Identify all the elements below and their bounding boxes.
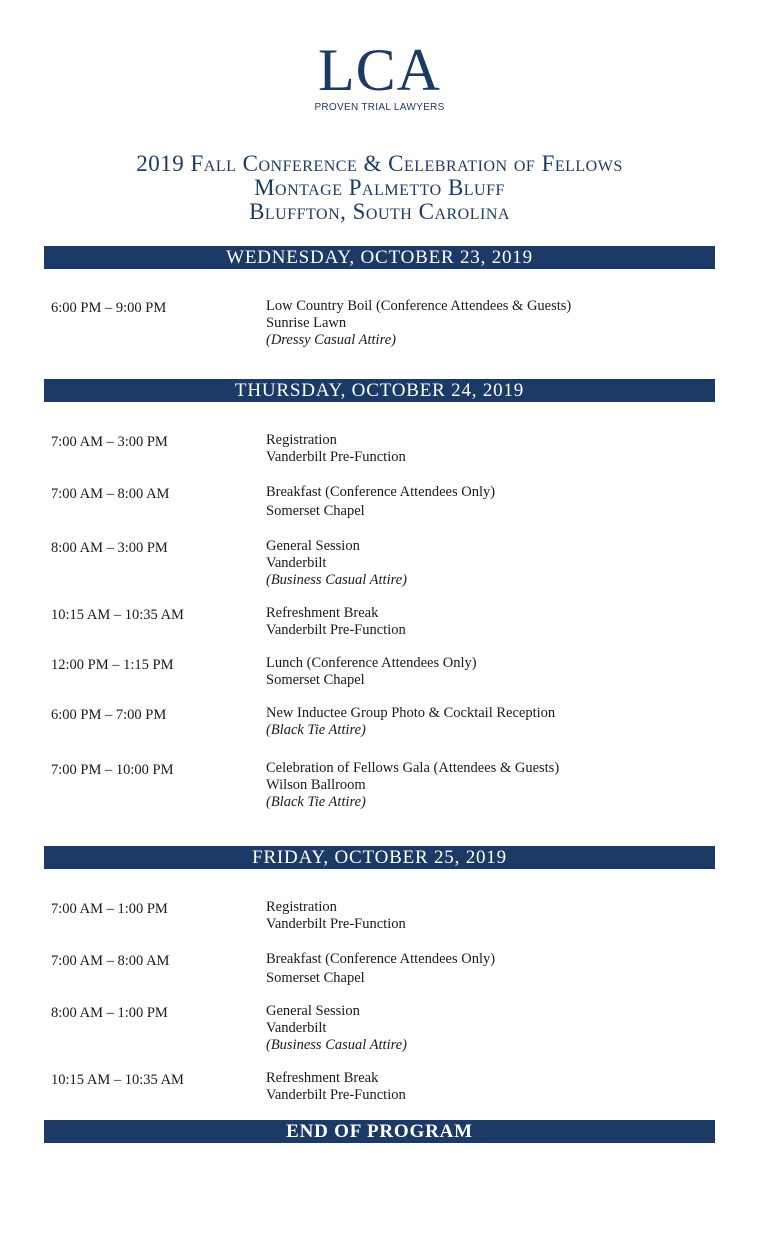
event-time: 10:15 AM – 10:35 AM	[51, 607, 184, 623]
logo-tagline: PROVEN TRIAL LAWYERS	[314, 102, 445, 113]
event-location: Sunrise Lawn	[266, 315, 347, 331]
event-title: Lunch (Conference Attendees Only)	[266, 655, 477, 671]
event-location: Vanderbilt Pre-Function	[266, 916, 406, 932]
event-time: 10:15 AM – 10:35 AM	[51, 1072, 184, 1088]
event-title: Breakfast (Conference Attendees Only)	[266, 484, 496, 500]
event-location: Vanderbilt Pre-Function	[266, 622, 406, 638]
conference-titles	[0, 152, 759, 224]
logo-mark: LCA	[318, 37, 441, 103]
event-title: Registration	[266, 432, 337, 448]
event-location: Somerset Chapel	[266, 672, 365, 688]
event-location: Somerset Chapel	[266, 503, 365, 519]
venue-location: Bluffton, South Carolina	[249, 199, 510, 224]
event-title: Registration	[266, 899, 337, 915]
logo	[0, 37, 759, 113]
event-time: 7:00 AM – 8:00 AM	[51, 953, 170, 969]
event-time: 6:00 PM – 9:00 PM	[51, 300, 167, 316]
event-time: 6:00 PM – 7:00 PM	[51, 707, 167, 723]
event-location: Vanderbilt	[266, 555, 327, 571]
event-attire: (Black Tie Attire)	[266, 722, 366, 738]
event-time: 7:00 PM – 10:00 PM	[51, 762, 174, 778]
event-title: Celebration of Fellows Gala (Attendees & Guests)	[266, 760, 560, 776]
event-attire: (Black Tie Attire)	[266, 794, 366, 810]
event-location: Vanderbilt Pre-Function	[266, 1087, 406, 1103]
day-header-thursday: THURSDAY, OCTOBER 24, 2019	[44, 379, 715, 402]
conference-title: 2019 Fall Conference & Celebration of Fellows	[136, 151, 623, 176]
event-attire: (Dressy Casual Attire)	[266, 332, 396, 348]
event-location: Vanderbilt	[266, 1020, 327, 1036]
event-title: Refreshment Break	[266, 605, 379, 621]
event-attire: (Business Casual Attire)	[266, 572, 407, 588]
event-title: Breakfast (Conference Attendees Only)	[266, 951, 496, 967]
event-title: New Inductee Group Photo & Cocktail Reception	[266, 705, 556, 721]
day-header-friday: FRIDAY, OCTOBER 25, 2019	[44, 846, 715, 869]
event-time: 7:00 AM – 8:00 AM	[51, 486, 170, 502]
venue-name: Montage Palmetto Bluff	[254, 175, 505, 200]
event-time: 8:00 AM – 1:00 PM	[51, 1005, 168, 1021]
event-time: 12:00 PM – 1:15 PM	[51, 657, 174, 673]
end-of-program-banner: END OF PROGRAM	[44, 1120, 715, 1143]
event-location: Wilson Ballroom	[266, 777, 366, 793]
event-attire: (Business Casual Attire)	[266, 1037, 407, 1053]
event-time: 7:00 AM – 3:00 PM	[51, 434, 168, 450]
event-time: 8:00 AM – 3:00 PM	[51, 540, 168, 556]
event-title: Refreshment Break	[266, 1070, 379, 1086]
event-title: General Session	[266, 1003, 360, 1019]
day-header-wednesday: WEDNESDAY, OCTOBER 23, 2019	[44, 246, 715, 269]
event-location: Vanderbilt Pre-Function	[266, 449, 406, 465]
event-title: Low Country Boil (Conference Attendees & Guests)	[266, 298, 572, 314]
event-location: Somerset Chapel	[266, 970, 365, 986]
event-title: General Session	[266, 538, 360, 554]
event-time: 7:00 AM – 1:00 PM	[51, 901, 168, 917]
